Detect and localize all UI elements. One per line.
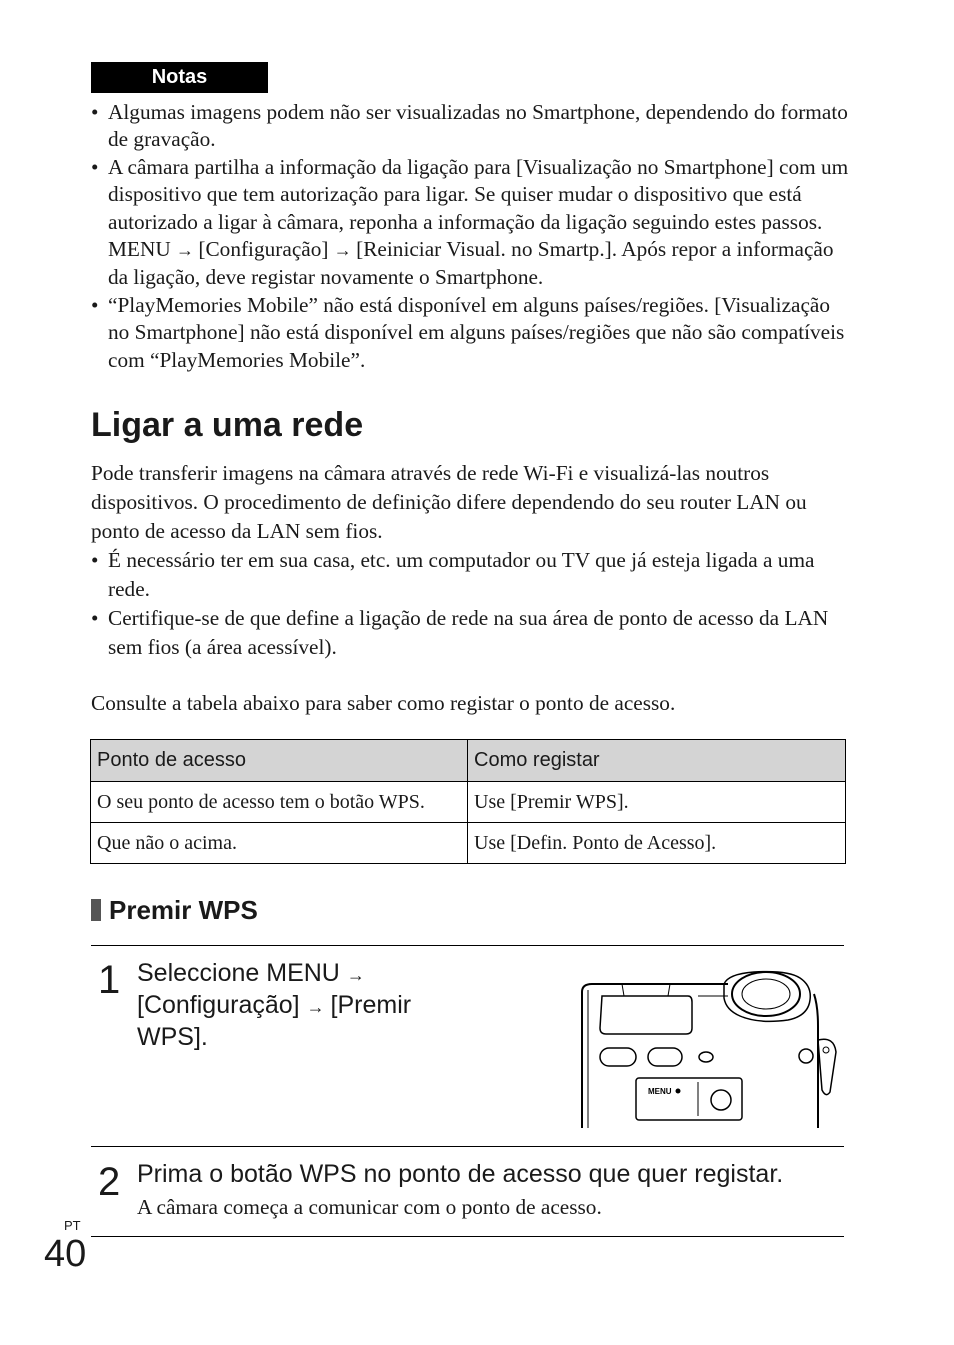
list-item: • Certifique-se de que define a ligação de rede na sua área de ponto de acesso da LAN sem fios (a área acessível).: [91, 604, 851, 662]
access-point-table: [90, 739, 846, 864]
table-cell: Que não o acima.: [91, 823, 468, 864]
step-instruction: Prima o botão WPS no ponto de acesso que quer registar.: [137, 1160, 784, 1188]
camera-illustration: [578, 966, 844, 1132]
section-title: Ligar a uma rede: [91, 406, 364, 444]
note-item: • A câmara partilha a informação da ligação para [Visualização no Smartphone] com um dispositivo que tem autorização para ligar. Se quiser mudar o dispositivo que está autorizado a ligar à câmara, reponha a informação da ligação seguindo estes passos. MENU → [Configuração] → [Reiniciar Visual. no Smartp.]. Após repor a informação da ligação, deve registar novamente o Smartphone.: [91, 154, 851, 292]
table-cell: O seu ponto de acesso tem o botão WPS.: [91, 782, 468, 823]
note-item: • Algumas imagens podem não ser visualizadas no Smartphone, dependendo do formato de gravação.: [91, 99, 851, 154]
page-number: 40: [44, 1233, 87, 1275]
arrow-icon: →: [346, 965, 364, 985]
step-number: 2: [98, 1160, 121, 1204]
section-marker-icon: [91, 899, 101, 921]
notes-list: [91, 99, 851, 374]
consult-paragraph: Consulte a tabela abaixo para saber como registar o ponto de acesso.: [91, 691, 676, 715]
page-language: PT: [64, 1218, 81, 1233]
step-number: 1: [98, 958, 121, 1002]
divider: [91, 1146, 844, 1147]
arrow-icon: →: [176, 240, 194, 261]
step-instruction: Seleccione MENU → [Configuração] → [Premir WPS].: [137, 959, 412, 1051]
table-cell: Use [Defin. Ponto de Acesso].: [468, 823, 846, 864]
table-cell: Use [Premir WPS].: [468, 782, 846, 823]
table-row: [91, 823, 846, 864]
note-item: • “PlayMemories Mobile” não está disponível em alguns países/regiões. [Visualização no Smartphone] não está disponível em alguns países/regiões que não são compatíveis com “PlayMemories Mobile”.: [91, 292, 851, 374]
arrow-icon: →: [333, 240, 351, 261]
network-requirements-list: [91, 546, 851, 662]
wps-heading: Premir WPS: [91, 892, 258, 928]
menu-button-label: MENU: [648, 1087, 672, 1096]
table-row: [91, 782, 846, 823]
table-header: Como registar: [468, 740, 846, 782]
table-header-row: [91, 740, 846, 782]
arrow-icon: →: [306, 997, 324, 1017]
list-item: • É necessário ter em sua casa, etc. um computador ou TV que já esteja ligada a uma rede.: [91, 546, 851, 604]
divider: [91, 945, 844, 946]
intro-paragraph: Pode transferir imagens na câmara através de rede Wi-Fi e visualizá-las noutros dispositivos. O procedimento de definição difere dependendo do seu router LAN ou ponto de acesso da LAN sem fios.: [91, 461, 807, 543]
step-note: A câmara começa a comunicar com o ponto de acesso.: [137, 1195, 602, 1219]
table-header: Ponto de acesso: [91, 740, 468, 782]
divider: [91, 1236, 844, 1237]
notes-badge: Notas: [91, 62, 268, 93]
